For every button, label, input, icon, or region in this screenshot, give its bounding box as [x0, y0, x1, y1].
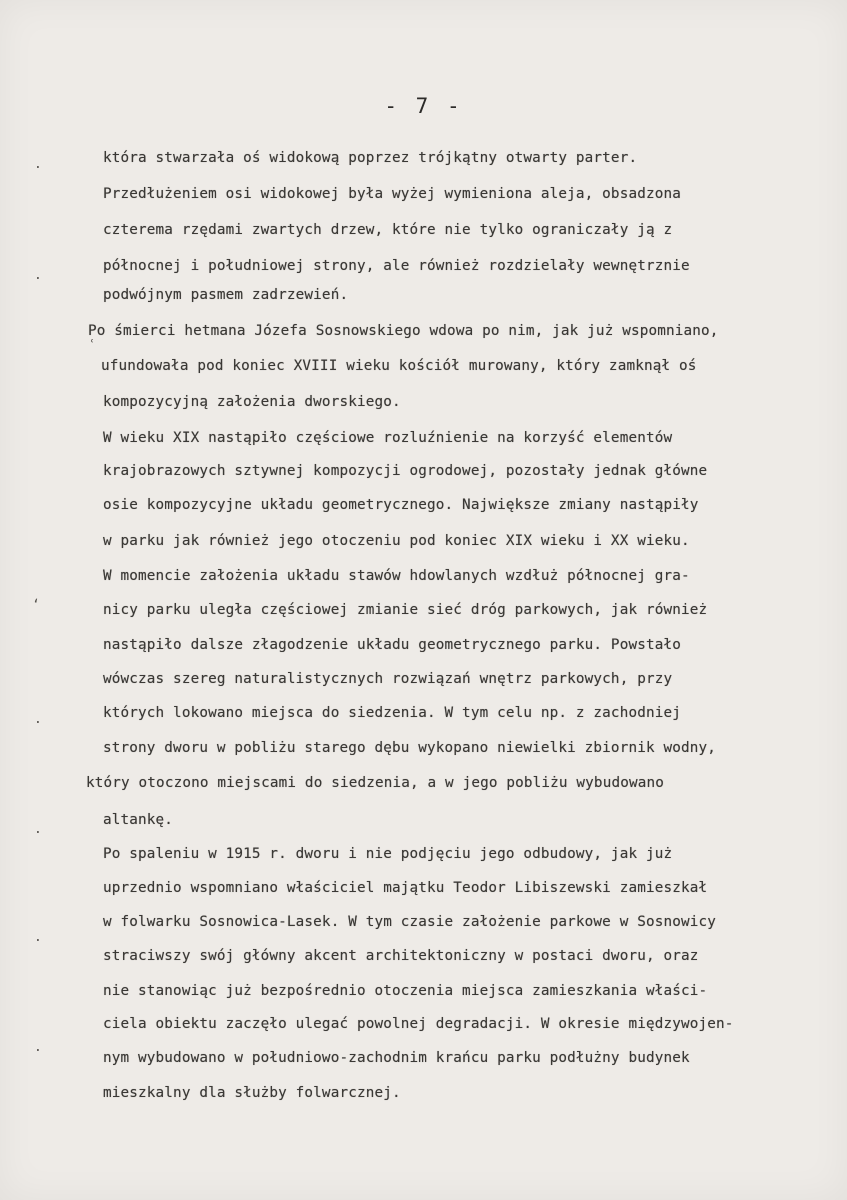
text-line: Po śmierci hetmana Józefa Sosnowskiego wdowa po nim, jak już wspomniano,	[88, 323, 719, 339]
text-line: krajobrazowych sztywnej kompozycji ogrodowej, pozostały jednak główne	[103, 463, 708, 479]
text-line: altankę.	[103, 812, 174, 828]
text-line: nicy parku uległa częściowej zmianie sieć dróg parkowych, jak również	[103, 602, 708, 618]
text-line: kompozycyjną założenia dworskiego.	[103, 394, 401, 410]
margin-mark: ʿ	[88, 338, 96, 353]
text-line: ufundowała pod koniec XVIII wieku kościół murowany, który zamknął oś	[101, 358, 697, 374]
page-number: - 7 -	[384, 94, 463, 118]
text-line: nie stanowiąc już bezpośrednio otoczenia miejsca zamieszkania właści-	[103, 983, 708, 999]
text-line: Przedłużeniem osi widokowej była wyżej wymieniona aleja, obsadzona	[103, 186, 681, 202]
text-line: W wieku XIX nastąpiło częściowe rozluźnienie na korzyść elementów	[103, 430, 673, 446]
text-line: Po spaleniu w 1915 r. dworu i nie podjęciu jego odbudowy, jak już	[103, 846, 673, 862]
margin-mark: .	[34, 712, 42, 727]
margin-mark: .	[34, 930, 42, 945]
text-line: w folwarku Sosnowica-Lasek. W tym czasie założenie parkowe w Sosnowicy	[103, 914, 717, 930]
text-line: który otoczono miejscami do siedzenia, a w jego pobliżu wybudowano	[86, 775, 664, 791]
margin-mark: .	[34, 822, 42, 837]
text-line: w parku jak również jego otoczeniu pod koniec XIX wieku i XX wieku.	[103, 533, 690, 549]
text-line: mieszkalny dla służby folwarcznej.	[103, 1085, 401, 1101]
text-line: która stwarzała oś widokową poprzez trójkątny otwarty parter.	[103, 150, 638, 166]
text-line: podwójnym pasmem zadrzewień.	[103, 287, 349, 303]
margin-mark: .	[34, 268, 42, 283]
text-line: straciwszy swój główny akcent architektoniczny w postaci dworu, oraz	[103, 948, 699, 964]
text-line: W momencie założenia układu stawów hdowlanych wzdłuż północnej gra-	[103, 568, 690, 584]
margin-mark: .	[34, 157, 42, 172]
text-line: nym wybudowano w południowo-zachodnim krańcu parku podłużny budynek	[103, 1050, 690, 1066]
margin-mark: ʻ	[32, 598, 40, 613]
text-line: strony dworu w pobliżu starego dębu wykopano niewielki zbiornik wodny,	[103, 740, 717, 756]
text-line: wówczas szereg naturalistycznych rozwiązań wnętrz parkowych, przy	[103, 671, 673, 687]
text-line: osie kompozycyjne układu geometrycznego. Największe zmiany nastąpiły	[103, 497, 699, 513]
text-line: uprzednio wspomniano właściciel majątku Teodor Libiszewski zamieszkał	[103, 880, 708, 896]
text-line: czterema rzędami zwartych drzew, które nie tylko ograniczały ją z	[103, 222, 673, 238]
text-line: ciela obiektu zaczęło ulegać powolnej degradacji. W okresie międzywojen-	[103, 1016, 734, 1032]
text-line: których lokowano miejsca do siedzenia. W tym celu np. z zachodniej	[103, 705, 681, 721]
margin-mark: .	[34, 1040, 42, 1055]
text-line: nastąpiło dalsze złagodzenie układu geometrycznego parku. Powstało	[103, 637, 681, 653]
text-line: północnej i południowej strony, ale również rozdzielały wewnętrznie	[103, 258, 690, 274]
